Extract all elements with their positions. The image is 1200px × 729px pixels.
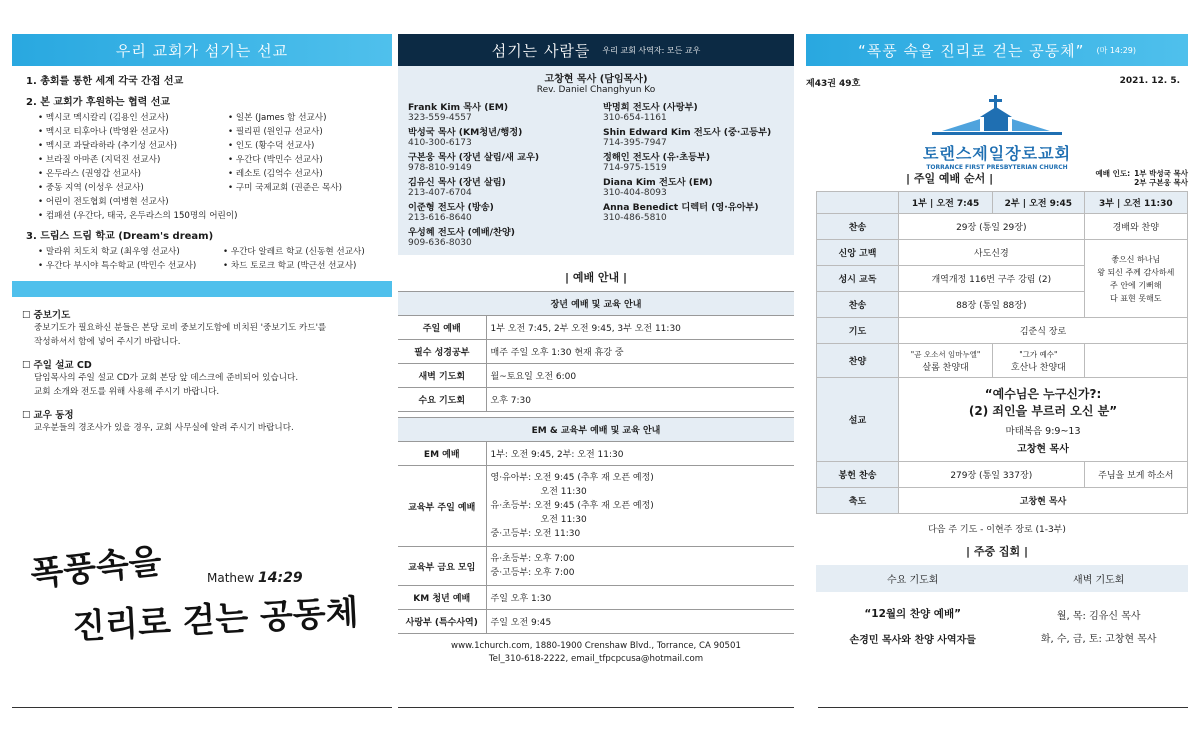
bottom-rule xyxy=(12,707,392,708)
list-item: • 우간다 (박민수 선교사) xyxy=(228,153,408,165)
list-item: • 멕시코 티후아나 (박영완 선교사) xyxy=(38,125,228,137)
notice-title: ☐ 중보기도 xyxy=(22,307,392,321)
church-name: 토랜스제일장로교회 xyxy=(922,144,1072,163)
list-item: • 온두라스 (권영갑 선교사) xyxy=(38,167,228,179)
notice-text: 작성하셔서 함에 넣어 주시기 바랍니다. xyxy=(34,337,181,347)
list-item: • 중동 지역 (이성우 선교사) xyxy=(38,181,228,193)
table-row: 교육부 금요 모임 유·초등부: 오후 7:00 중·고등부: 오후 7:00 xyxy=(398,547,794,586)
motto-header: “폭풍 속을 진리로 걷는 공동체” (마 14:29) xyxy=(806,34,1188,66)
table-row: 필수 성경공부 매주 주일 오후 1:30 현재 휴강 중 xyxy=(398,340,794,364)
divider-bar xyxy=(12,281,392,297)
list-item: • 우간다 알레르 학교 (신동현 선교사) xyxy=(223,245,413,257)
table-row: 찬양 "곧 오소서 임마누엘" 살롬 찬양대 "그가 예수" 호산나 찬양대 xyxy=(817,344,1188,378)
missions-column xyxy=(12,0,392,648)
weekday-title: | 주중 집회 | xyxy=(965,545,1029,558)
next-prayer: 다음 주 기도 - 이현주 장로 (1-3부) xyxy=(928,525,1066,535)
list-item: • 우간다 부시야 특수학교 (박민수 선교사) xyxy=(38,259,223,271)
motto-line-1: 폭풍속을 xyxy=(28,541,164,595)
motto-line-2: 진리로 걷는 공동체 xyxy=(71,592,360,648)
table-row: 설교 “예수님은 누구신가?: (2) 죄인을 부르러 오신 분” 마태복음 9:9~13 고창현 목사 xyxy=(817,378,1188,462)
list-item: • 구미 국제교회 (권준은 목사) xyxy=(228,181,408,193)
notice-text: 중보기도가 필요하신 분들은 본당 로비 중보기도함에 비치된 '중보기도 카드'를 xyxy=(34,323,327,333)
list-item: • 멕시코 과달라하라 (추기성 선교사) xyxy=(38,139,228,151)
senior-pastor: 고창현 목사 (담임목사) xyxy=(544,74,648,85)
bottom-rule xyxy=(398,707,794,708)
table-row: 교육부 주일 예배 영·유아부: 오전 9:45 (추후 재 오픈 예정) 오전 11:30 유·초등부: 오전 9:45 (추후 재 오픈 예정) 오전 11:30 중·고등부: 오전 11:30 xyxy=(398,466,794,547)
staff-right: 박명희 전도사 (사랑부) 310-654-1161 Shin Edward Kim 전도사 (중·고등부) 714-395-7947 정해인 전도사 (유·초등부) 714-975-1519 Diana Kim 전도사 (EM) 310-404-8093 Anna Benedict 디렉터 (영·유아부) 310-486-5810 xyxy=(603,102,772,223)
order-title: | 주일 예배 순서 | xyxy=(906,172,994,185)
schedule-table xyxy=(398,291,794,634)
list-item: • 필리핀 (원인규 선교사) xyxy=(228,125,408,137)
notice-title: ☐ 주일 설교 CD xyxy=(22,357,392,371)
missions-header: 우리 교회가 섬기는 선교 xyxy=(12,34,392,66)
table-row: 주일 예배 1부 오전 7:45, 2부 오전 9:45, 3부 오전 11:30 xyxy=(398,316,794,340)
weekday-table: 수요 기도회 새벽 기도회 “12월의 찬양 예배” 손경민 목사와 찬양 사역자들 월, 목: 김유신 목사 화, 수, 금, 토: 고창현 목사 xyxy=(816,565,1188,652)
list-item: • 인도 (황수덕 선교사) xyxy=(228,139,408,151)
staff-panel xyxy=(398,66,794,255)
list-item: • 브라질 아마존 (지덕진 선교사) xyxy=(38,153,228,165)
table-row: “12월의 찬양 예배” 손경민 목사와 찬양 사역자들 월, 목: 김유신 목사 화, 수, 금, 토: 고창현 목사 xyxy=(849,608,1157,646)
notice-text: 교우분들의 경조사가 있을 경우, 교회 사무실에 알려 주시기 바랍니다. xyxy=(34,423,294,433)
motto-verse: Mathew 14:29 xyxy=(207,570,303,586)
list-item: • 어린이 전도협회 (여병현 선교사) xyxy=(38,195,408,207)
notice-title: ☐ 교우 동정 xyxy=(22,407,392,421)
senior-pastor-en: Rev. Daniel Changhyun Ko xyxy=(536,85,656,95)
school-list xyxy=(26,245,392,271)
table-row: 찬송 88장 (통일 88장) xyxy=(817,292,1188,318)
church-building-icon xyxy=(922,95,1072,137)
table-header: EM & 교육부 예배 및 교육 안내 xyxy=(398,418,794,442)
table-row: EM 예배 1부: 오전 9:45, 2부: 오전 11:30 xyxy=(398,442,794,466)
staff-header: 섬기는 사람들 우리 교회 사역자: 모든 교우 xyxy=(398,34,794,66)
mission-section-3: 3. 드림스 드림 학교 (Dream's dream) xyxy=(26,231,214,242)
table-row: 봉헌 찬송 279장 (통일 337장) 주님을 보게 하소서 xyxy=(817,462,1188,488)
footer: www.1church.com, 1880-1900 Crenshaw Blvd., Torrance, CA 90501 Tel_310-618-2222, email_tfpcpcusa@hotmail.com xyxy=(451,641,741,664)
list-item: • 일본 (James 함 선교사) xyxy=(228,111,408,123)
table-row: 찬송 29장 (통일 29장) 경배와 찬양 xyxy=(817,214,1188,240)
issue-line xyxy=(806,76,1188,89)
staff-left: Frank Kim 목사 (EM) 323-559-4557 박성국 목사 (KM청년/행정) 410-300-6173 구본웅 목사 (장년 살림/새 교우) 978-810-9149 김유신 목사 (장년 살림) 213-407-6704 이준형 전도사 (방송) 213-616-8640 우성혜 전도사 (예배/찬양) 909-636-8030 xyxy=(408,102,540,248)
church-name-en: TORRANCE FIRST PRESBYTERIAN CHURCH xyxy=(926,164,1068,171)
issue-date: 2021. 12. 5. xyxy=(1119,76,1180,86)
table-row: 성시 교독 개역개정 116번 구주 강림 (2) xyxy=(817,266,1188,292)
table-row: 사랑부 (특수사역) 주일 오전 9:45 xyxy=(398,610,794,634)
table-row: KM 청년 예배 주일 오후 1:30 xyxy=(398,586,794,610)
list-item: • 컴패션 (우간다, 태국, 온두라스의 150명의 어린이) xyxy=(38,209,408,221)
list-item: • 차드 토로크 학교 (박근선 선교사) xyxy=(223,259,413,271)
notices xyxy=(12,307,392,435)
list-item: • 레소토 (김억수 선교사) xyxy=(228,167,408,179)
motto-calligraphy xyxy=(12,530,392,670)
mission-section-2: 2. 본 교회가 후원하는 협력 선교 xyxy=(26,97,171,108)
table-row: 수요 기도회 오후 7:30 xyxy=(398,388,794,412)
table-header: 장년 예배 및 교육 안내 xyxy=(398,292,794,316)
list-item: • 말라위 치도치 학교 (최우영 선교사) xyxy=(38,245,223,257)
church-logo xyxy=(806,95,1188,169)
list-item: • 멕시코 멕시칼리 (김용인 선교사) xyxy=(38,111,228,123)
partner-list xyxy=(26,111,392,221)
staff-column xyxy=(398,0,794,666)
notice-text: 담임목사의 주일 설교 CD가 교회 본당 앞 데스크에 준비되어 있습니다. xyxy=(34,373,299,383)
bottom-rule xyxy=(818,707,1188,708)
bulletin-column xyxy=(806,0,1188,652)
mission-section-1: 1. 총회를 통한 세계 각국 간접 선교 xyxy=(26,76,184,87)
table-row: 신앙 고백 사도신경 좋으신 하나님 왕 되신 주께 감사하세 주 안에 기뻐해 다 표현 못해도 xyxy=(817,240,1188,266)
table-row: 새벽 기도회 월~토요일 오전 6:00 xyxy=(398,364,794,388)
worship-guide-title: | 예배 안내 | xyxy=(564,271,628,284)
table-row: 축도 고창현 목사 xyxy=(817,488,1188,514)
order-header: | 주일 예배 순서 | 예배 인도: 1부 박성국 목사 2부 구본웅 목사 xyxy=(906,169,1188,187)
worship-order-table: 1부 | 오전 7:45 2부 | 오전 9:45 3부 | 오전 11:30 찬송 29장 (통일 29장) 경배와 찬양 신앙 고백 사도신경 좋으신 하나님 왕 되신 주께 감사하세 주 안에 기뻐해 다 표현 못해도 성시 교독 개역개정 116번 구주 강림 (2) 찬송 88장 (통일 88장) 기도 김준식 장로 찬양 "곧 오소서 임마누엘" 살롬 찬양대 "그가 예수" 호산나 찬양대 설교 “예수님은 누구신가?: (2) 죄인을 부르러 오신 분” 마태복음 9:9~13 고창현 목사 봉헌 찬송 279장 (통일 337장) 주님을 보게 하소서 축도 고창현 목사 xyxy=(816,191,1188,514)
issue-number: 제43권 49호 xyxy=(806,79,861,89)
table-row: 기도 김준식 장로 xyxy=(817,318,1188,344)
notice-text: 교회 소개와 전도를 위해 사용해 주시기 바랍니다. xyxy=(34,387,220,397)
